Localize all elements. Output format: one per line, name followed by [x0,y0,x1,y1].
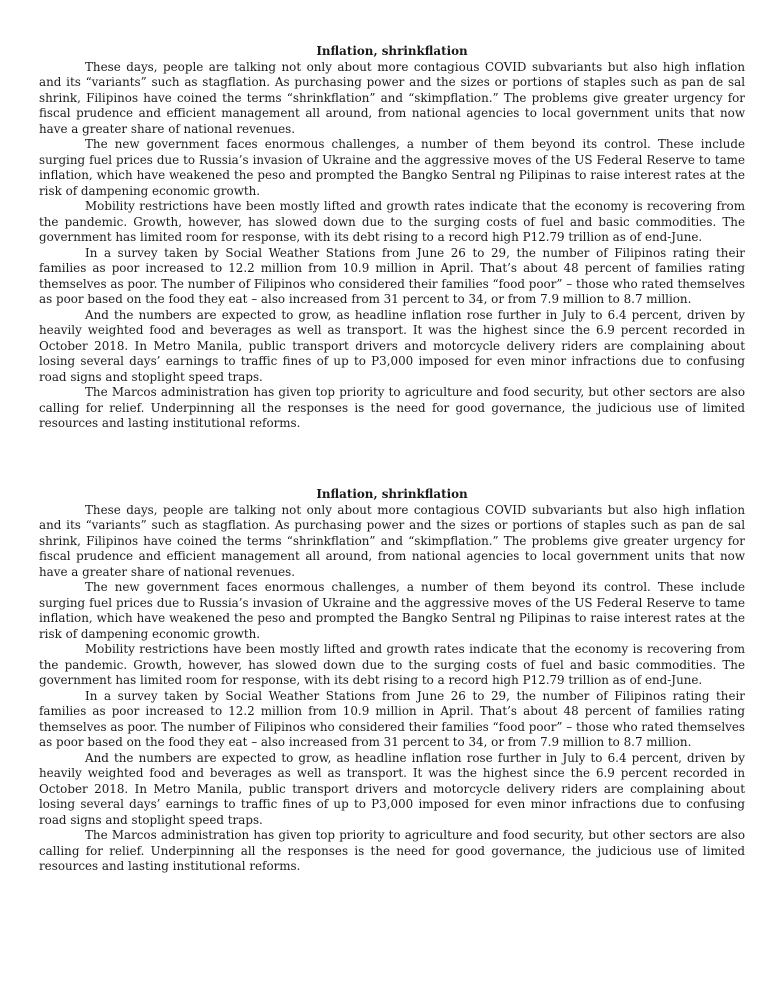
article-paragraph: Mobility restrictions have been mostly lifted and growth rates indicate that the economy is recovering from the pandemic. Growth, however, has slowed down due to the surging costs of fuel and basic commodities. The government has limited room for response, with its debt rising to a record high P12.79 trillion as of end-June. [39,642,745,687]
article-paragraph: These days, people are talking not only about more contagious COVID subvariants but also high inflation and its “variants” such as stagflation. As purchasing power and the sizes or portions of staples such as pan de sal shrink, Filipinos have coined the terms “shrinkflation” and “skimpflation.” The problems give greater urgency for fiscal prudence and efficient management all around, from national agencies to local government units that now have a greater share of national revenues. [39,59,745,136]
article-paragraph: And the numbers are expected to grow, as headline inflation rose further in July to 6.4 percent, driven by heavily weighted food and beverages as well as transport. It was the highest since the 6.9 percent recorded in October 2018. In Metro Manila, public transport drivers and motorcycle delivery riders are complaining about losing several days’ earnings to traffic fines of up to P3,000 imposed for even minor infractions due to confusing road signs and stoplight speed traps. [39,307,745,384]
article-paragraph: The Marcos administration has given top priority to agriculture and food security, but other sectors are also calling for relief. Underpinning all the responses is the need for good governance, the judicious use of limited resources and lasting institutional reforms. [39,385,745,430]
article-paragraph: The new government faces enormous challenges, a number of them beyond its control. These include surging fuel prices due to Russia’s invasion of Ukraine and the aggressive moves of the US Federal Reserve to tame inflation, which have weakened the peso and prompted the Bangko Sentral ng Pilipinas to raise interest rates at the risk of dampening economic growth. [39,580,745,641]
article-paragraph: In a survey taken by Social Weather Stations from June 26 to 29, the number of Filipinos rating their families as poor increased to 12.2 million from 10.9 million in April. That’s about 48 percent of families rating themselves as poor. The number of Filipinos who considered their families “food poor” – those who rated themselves as poor based on the food they eat – also increased from 31 percent to 34, or from 7.9 million to 8.7 million. [39,245,745,306]
article-paragraph: These days, people are talking not only about more contagious COVID subvariants but also high inflation and its “variants” such as stagflation. As purchasing power and the sizes or portions of staples such as pan de sal shrink, Filipinos have coined the terms “shrinkflation” and “skimpflation.” The problems give greater urgency for fiscal prudence and efficient management all around, from national agencies to local government units that now have a greater share of national revenues. [39,502,745,579]
article-2 [39,487,745,875]
article-paragraph: The Marcos administration has given top priority to agriculture and food security, but other sectors are also calling for relief. Underpinning all the responses is the need for good governance, the judicious use of limited resources and lasting institutional reforms. [39,828,745,873]
article-paragraph: In a survey taken by Social Weather Stations from June 26 to 29, the number of Filipinos rating their families as poor increased to 12.2 million from 10.9 million in April. That’s about 48 percent of families rating themselves as poor. The number of Filipinos who considered their families “food poor” – those who rated themselves as poor based on the food they eat – also increased from 31 percent to 34, or from 7.9 million to 8.7 million. [39,688,745,749]
article-1 [39,44,745,432]
article-title: Inflation, shrinkflation [316,44,468,58]
article-paragraph: Mobility restrictions have been mostly lifted and growth rates indicate that the economy is recovering from the pandemic. Growth, however, has slowed down due to the surging costs of fuel and basic commodities. The government has limited room for response, with its debt rising to a record high P12.79 trillion as of end-June. [39,199,745,244]
article-paragraph: And the numbers are expected to grow, as headline inflation rose further in July to 6.4 percent, driven by heavily weighted food and beverages as well as transport. It was the highest since the 6.9 percent recorded in October 2018. In Metro Manila, public transport drivers and motorcycle delivery riders are complaining about losing several days’ earnings to traffic fines of up to P3,000 imposed for even minor infractions due to confusing road signs and stoplight speed traps. [39,750,745,827]
article-paragraph: The new government faces enormous challenges, a number of them beyond its control. These include surging fuel prices due to Russia’s invasion of Ukraine and the aggressive moves of the US Federal Reserve to tame inflation, which have weakened the peso and prompted the Bangko Sentral ng Pilipinas to raise interest rates at the risk of dampening economic growth. [39,137,745,198]
article-title: Inflation, shrinkflation [316,487,468,501]
